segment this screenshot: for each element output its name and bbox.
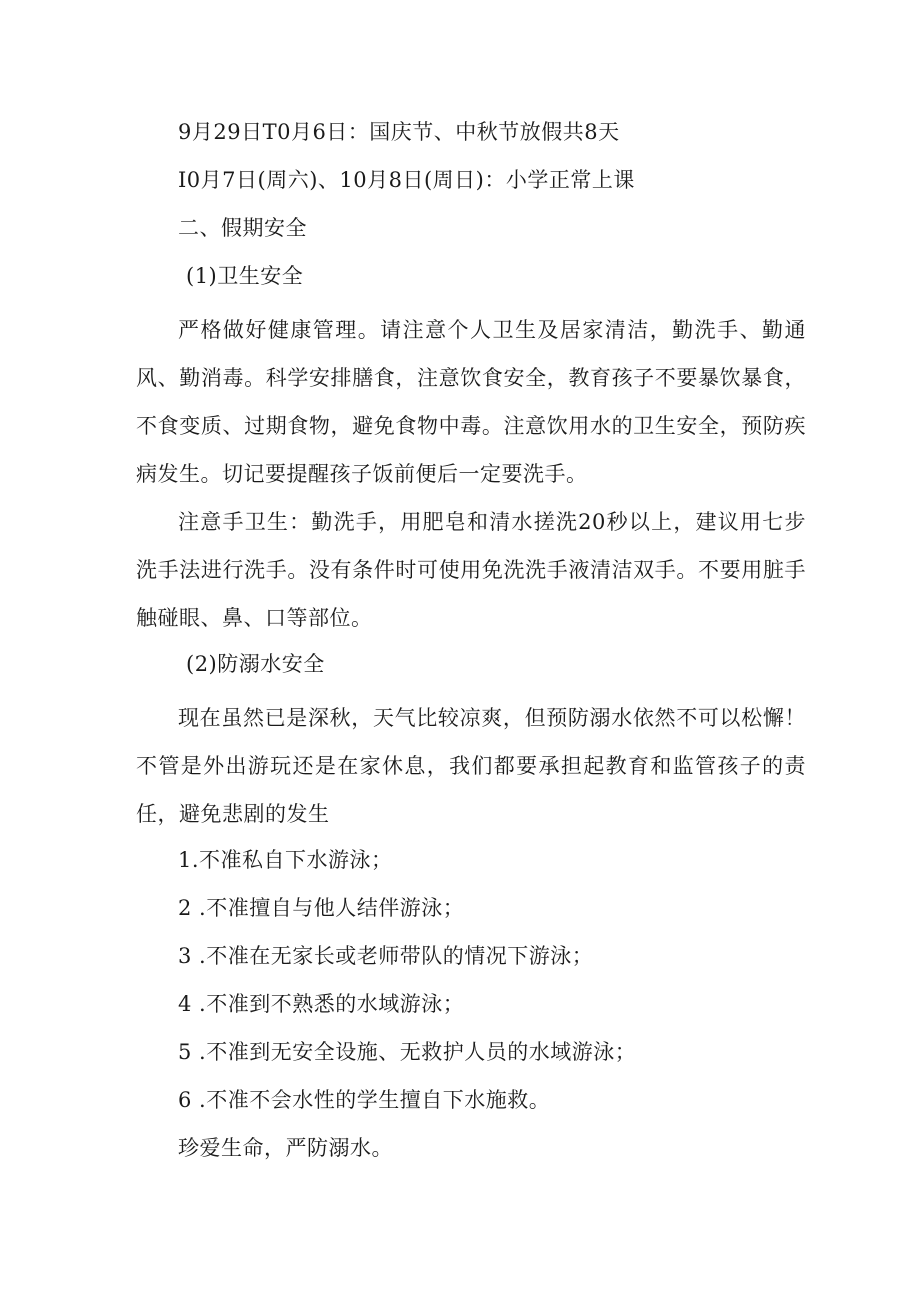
rule-item: 2 .不准擅自与他人结伴游泳； [178,896,465,920]
schedule-line-2: I0月7日(周六)、10月8日(周日)：小学正常上课 [178,168,635,192]
rule-item: 4 .不准到不熟悉的水域游泳； [178,992,465,1016]
rule-item: 3 .不准在无家长或老师带队的情况下游泳； [178,944,594,968]
rule-item: 1.不准私自下水游泳； [178,848,393,872]
paragraph-hygiene-management: 严格做好健康管理。请注意个人卫生及居家清洁，勤洗手、勤通风、勤消毒。科学安排膳食，注意饮食安全，教育孩子不要暴饮暴食，不食变质、过期食物，避免食物中毒。注意饮用水的卫生安全，预防疾病发生。切记要提醒孩子饭前便后一定要洗手。 [136,318,806,486]
closing-line: 珍爱生命，严防溺水。 [178,1136,393,1160]
rule-item: 6 .不准不会水性的学生擅自下水施救。 [178,1088,551,1112]
section-heading-safety: 二、假期安全 [178,216,307,240]
subheading-drowning: (2)防溺水安全 [186,652,325,676]
paragraph-hand-hygiene: 注意手卫生：勤洗手，用肥皂和清水搓洗20秒以上，建议用七步洗手法进行洗手。没有条件时可使用免洗洗手液清洁双手。不要用脏手触碰眼、鼻、口等部位。 [136,510,806,630]
schedule-line-1: 9月29日T0月6日：国庆节、中秋节放假共8天 [178,120,620,144]
rule-item: 5 .不准到无安全设施、无救护人员的水域游泳； [178,1040,637,1064]
subheading-hygiene: (1)卫生安全 [186,264,304,288]
paragraph-drowning-intro: 现在虽然已是深秋，天气比较凉爽，但预防溺水依然不可以松懈！不管是外出游玩还是在家休息，我们都要承担起教育和监管孩子的责任，避免悲剧的发生 [136,706,806,826]
